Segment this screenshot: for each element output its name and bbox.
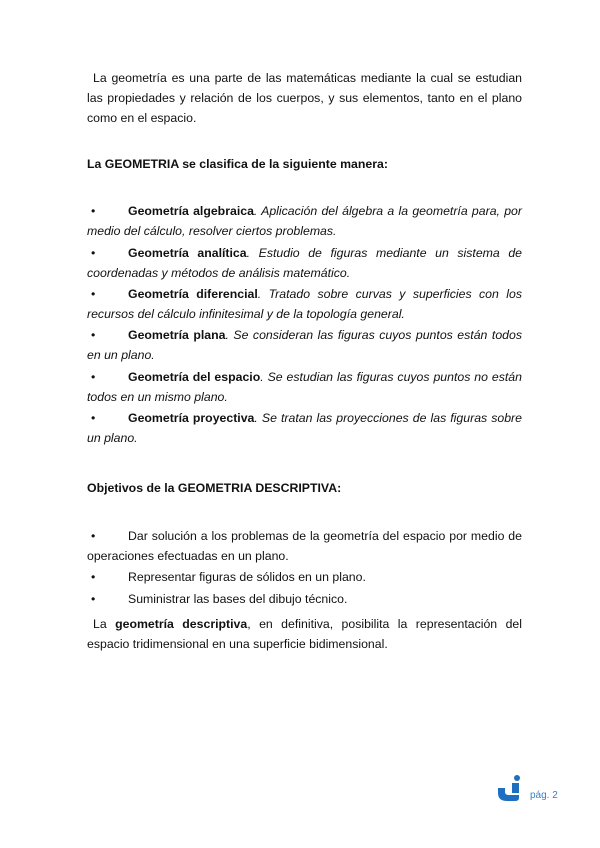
closing-bold-term: geometría descriptiva [115,617,248,631]
bullet-icon: • [91,570,96,584]
list-item-description: . Se estudian las figuras cuyos puntos no están todos en un mismo plano. [87,370,522,404]
intro-paragraph: La geometría es una parte de las matemáticas mediante la cual se estudian las propiedades y relación de los cuerpos, y sus elementos, tanto en el plano como en el espacio. [87,71,522,125]
bullet-icon: • [91,529,96,543]
bullet-icon: • [91,246,96,260]
list-item-description: . Aplicación del álgebra a la geometría para, por medio del cálculo, resolver ciertos problemas. [87,204,522,238]
list-item [87,367,522,407]
objective-text: Dar solución a los problemas de la geometría del espacio por medio de operaciones efectuadas en un plano. [87,529,522,563]
list-item-term: Geometría algebraica [128,204,254,218]
list-item [87,284,522,324]
list-item-description: . Se consideran las figuras cuyos puntos están todos en un plano. [87,328,522,362]
objectives-heading: Objetivos de la GEOMETRIA DESCRIPTIVA: [87,481,342,495]
list-item [87,325,522,365]
bullet-icon: • [91,411,96,425]
list-item [87,526,522,566]
list-item-description: . Se tratan las proyecciones de las figuras sobre un plano. [87,411,522,445]
objective-text: Representar figuras de sólidos en un plano. [128,570,366,584]
list-item [87,243,522,283]
bullet-icon: • [91,287,96,301]
list-item-description: . Tratado sobre curvas y superficies con los recursos del cálculo infinitesimal y de la topología general. [87,287,522,321]
list-item-term: Geometría plana [128,328,226,342]
bullet-icon: • [91,328,96,342]
list-item-term: Geometría diferencial [128,287,258,301]
classification-heading: La GEOMETRIA se clasifica de la siguiente manera: [87,157,388,171]
page-number: pág. 2 [530,790,558,801]
bullet-icon: • [91,592,96,606]
closing-pre: La [93,617,116,631]
bullet-icon: • [91,204,96,218]
list-item-term: Geometría del espacio [128,370,261,384]
list-item-term: Geometría proyectiva [128,411,255,425]
closing-paragraph [87,614,522,654]
bullet-icon: • [91,370,96,384]
list-item [87,201,522,241]
objective-text: Suministrar las bases del dibujo técnico. [128,592,348,606]
list-item [87,589,522,609]
closing-post: , en definitiva, posibilita la representación del espacio tridimensional en una superficie bidimensional. [87,617,522,651]
list-item-term: Geometría analítica [128,246,247,260]
university-logo-icon [497,775,521,801]
list-item-description: . Estudio de figuras mediante un sistema de coordenadas y métodos de análisis matemático. [87,246,523,280]
list-item [87,567,522,587]
list-item [87,408,522,448]
